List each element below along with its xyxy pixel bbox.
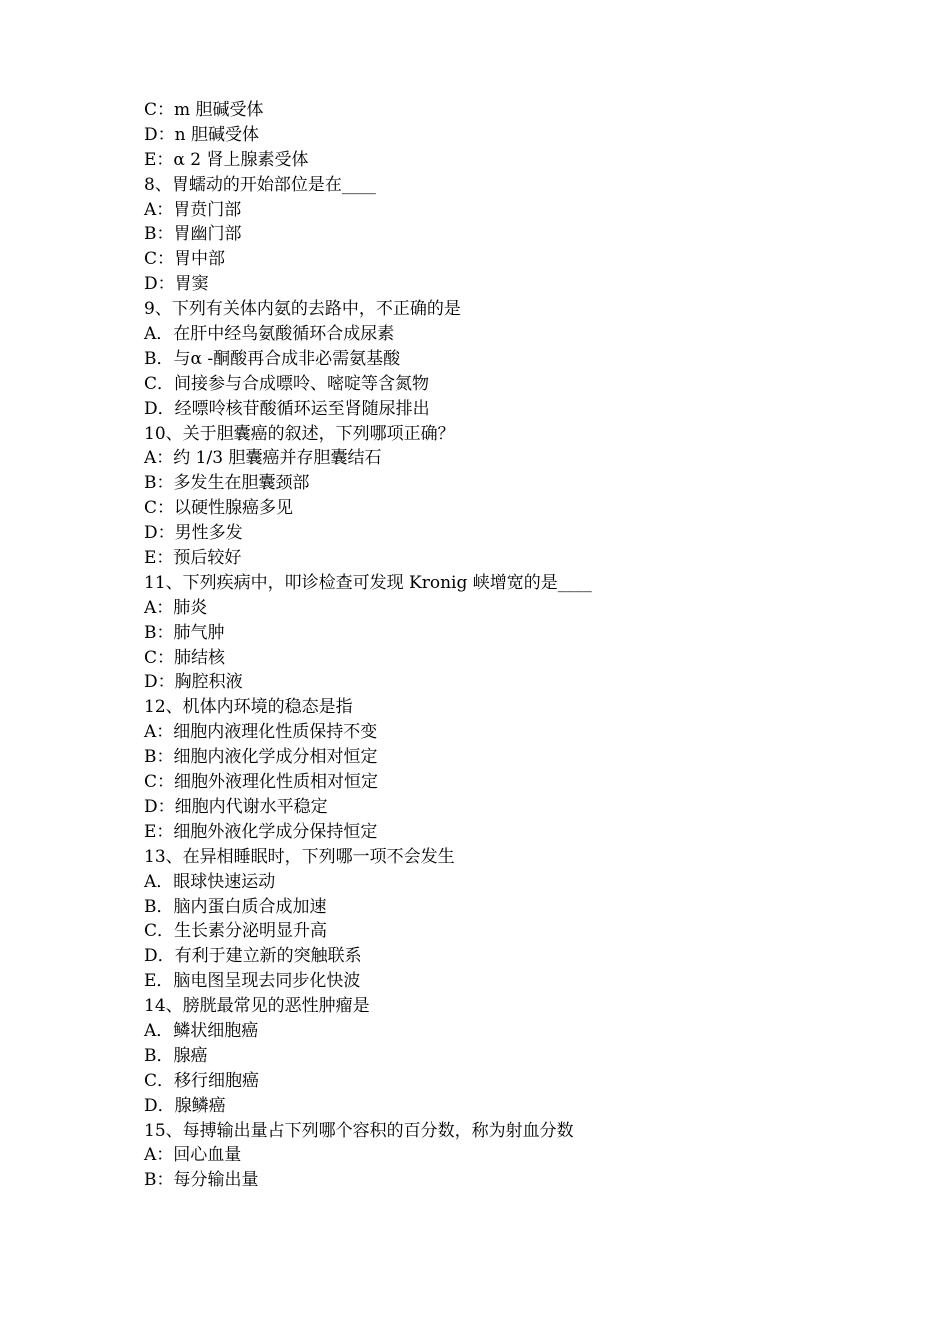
question-text: 15、每搏输出量占下列哪个容积的百分数，称为射血分数 [144, 1120, 574, 1141]
option-text: B：细胞内液化学成分相对恒定 [144, 747, 378, 768]
option-text: A：回心血量 [144, 1145, 242, 1166]
text-line: C：m 胆碱受体 [144, 100, 264, 120]
option-text: D：细胞内代谢水平稳定 [144, 796, 328, 817]
option-text: B．腺癌 [144, 1045, 208, 1066]
option-text: B：肺气肿 [144, 622, 225, 643]
option-text: E：预后较好 [144, 548, 242, 569]
option-text: D．有利于建立新的突触联系 [144, 946, 362, 967]
option-text: D：男性多发 [144, 523, 243, 544]
option-text: B．与α -酮酸再合成非必需氨基酸 [144, 348, 401, 369]
question-text: 10、关于胆囊癌的叙述，下列哪项正确？ [144, 423, 455, 444]
option-text: C：细胞外液理化性质相对恒定 [144, 772, 379, 793]
option-text: A．在肝中经鸟氨酸循环合成尿素 [144, 324, 395, 345]
option-text: B：胃幽门部 [144, 224, 242, 245]
option-text: E．脑电图呈现去同步化快波 [144, 971, 361, 992]
option-text: C．间接参与合成嘌呤、嘧啶等含氮物 [144, 373, 430, 394]
text-line: D：n 胆碱受体 [144, 124, 259, 145]
option-text: B：多发生在胆囊颈部 [144, 473, 310, 494]
option-text: C：胃中部 [144, 249, 226, 270]
option-text: E：细胞外液化学成分保持恒定 [144, 821, 378, 842]
option-text: A：肺炎 [144, 597, 208, 618]
question-text: 11、下列疾病中，叩诊检查可发现 Kronig 峡增宽的是____ [144, 572, 592, 593]
question-text: 14、膀胱最常见的恶性肿瘤是 [144, 996, 370, 1017]
option-text: A．鳞状细胞癌 [144, 1020, 259, 1041]
option-text: A．眼球快速运动 [144, 871, 276, 892]
option-text: D．腺鳞癌 [144, 1095, 226, 1116]
option-text: A：胃贲门部 [144, 199, 242, 220]
option-text: C：肺结核 [144, 647, 226, 668]
option-text: B．脑内蛋白质合成加速 [144, 896, 327, 917]
option-text: A：细胞内液理化性质保持不变 [144, 722, 378, 743]
option-text: C．移行细胞癌 [144, 1070, 260, 1091]
question-text: 12、机体内环境的稳态是指 [144, 697, 353, 718]
option-text: C：以硬性腺癌多见 [144, 498, 294, 519]
question-text: 9、下列有关体内氨的去路中，不正确的是 [144, 299, 461, 320]
option-text: B：每分输出量 [144, 1170, 259, 1191]
option-text: D：胸腔积液 [144, 672, 243, 693]
document-page [144, 98, 824, 1193]
option-text: C．生长素分泌明显升高 [144, 921, 328, 942]
text-line: E：α 2 肾上腺素受体 [144, 149, 309, 170]
option-text: D：胃窦 [144, 274, 209, 295]
option-text: A：约 1/3 胆囊癌并存胆囊结石 [144, 448, 382, 469]
question-text: 13、在异相睡眠时，下列哪一项不会发生 [144, 846, 455, 867]
question-text: 8、胃蠕动的开始部位是在____ [144, 174, 376, 195]
option-text: D．经嘌呤核苷酸循环运至肾随尿排出 [144, 398, 430, 419]
